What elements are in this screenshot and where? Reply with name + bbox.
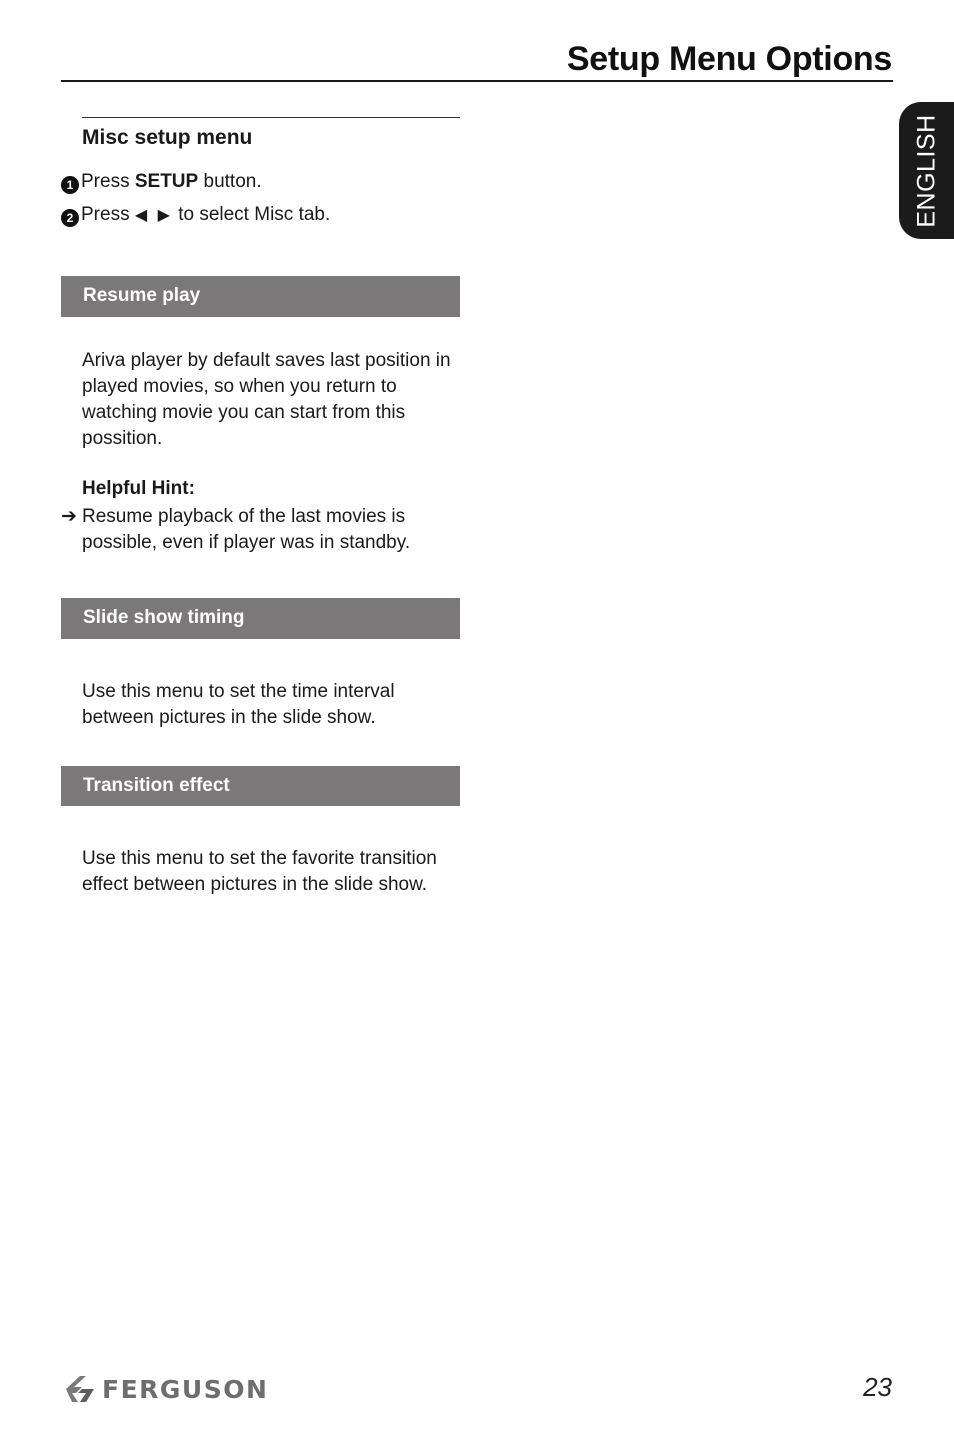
ferguson-logo-icon [64, 1374, 100, 1404]
step-2 [61, 204, 330, 227]
resume-play-title: Resume play [83, 285, 201, 306]
helpful-hint-text: Resume playback of the last movies is possible, even if player was in standby. [82, 506, 411, 553]
slide-show-timing-bar [61, 598, 460, 639]
arrow-right-icon: ➔ [61, 506, 77, 527]
language-tab-label: ENGLISH [912, 113, 940, 228]
step-1-post: button. [198, 171, 262, 192]
step-2-pre: Press [81, 204, 135, 225]
slide-show-timing-body: Use this menu to set the time interval between pictures in the slide show. [82, 681, 395, 728]
header-divider [61, 80, 893, 82]
page-number: 23 [863, 1372, 892, 1402]
step-1-number: 1 [61, 176, 79, 194]
transition-effect-bar [61, 766, 460, 806]
helpful-hint-title: Helpful Hint: [82, 478, 195, 499]
step-1-key: SETUP [134, 171, 199, 192]
left-right-arrows-icon: ◀ ▶ [134, 207, 173, 224]
step-2-post: to select Misc tab. [172, 204, 331, 225]
step-2-number: 2 [61, 209, 79, 227]
misc-heading: Misc setup menu [82, 126, 253, 149]
slide-show-timing-title: Slide show timing [83, 607, 245, 628]
ferguson-logo [64, 1373, 268, 1405]
resume-play-body: Ariva player by default saves last position in played movies, so when you return to watching movie you can start from this possition. [82, 350, 451, 449]
brand-name: FERGUSON [102, 1374, 269, 1404]
resume-play-bar [61, 276, 460, 317]
transition-effect-title: Transition effect [83, 775, 230, 796]
transition-effect-body: Use this menu to set the favorite transition effect between pictures in the slide show. [82, 848, 437, 895]
page-title: Setup Menu Options [566, 40, 892, 78]
step-1-pre: Press [81, 171, 135, 192]
step-1 [61, 171, 262, 194]
section-divider [82, 117, 460, 118]
language-tab [899, 102, 954, 239]
